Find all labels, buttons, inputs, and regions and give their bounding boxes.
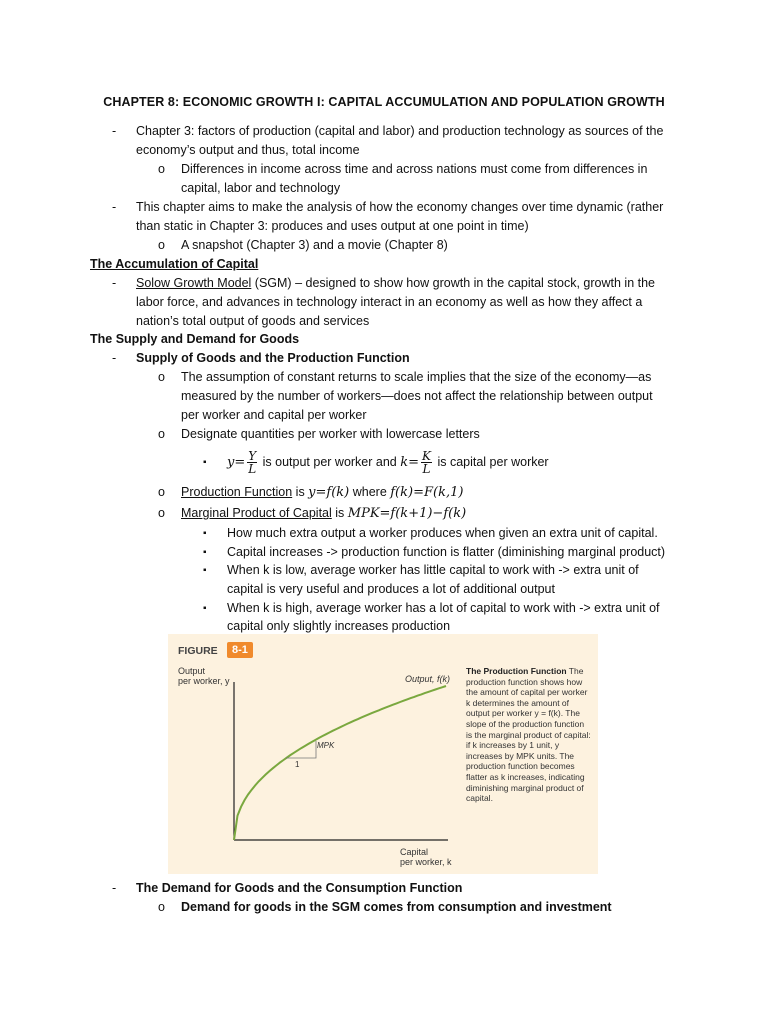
intro-b2a: A snapshot (Chapter 3) and a movie (Chapter 8)	[181, 238, 448, 252]
production-curve	[234, 686, 446, 840]
k-fraction	[421, 450, 432, 475]
figure-production-function	[168, 634, 598, 874]
mpk-is: is	[331, 506, 348, 520]
y-text: is output per worker and	[259, 455, 401, 469]
circle-bullet: o	[158, 900, 165, 914]
square-bullet: ▪	[203, 547, 207, 558]
dash-bullet: -	[112, 124, 117, 138]
k-equals: k=	[400, 455, 419, 470]
run-label: 1	[295, 760, 300, 769]
x-axis-label-line2: per worker, k	[400, 857, 452, 867]
designate-line: Designate quantities per worker with lowercase letters	[181, 427, 480, 441]
page-title: CHAPTER 8: ECONOMIC GROWTH I: CAPITAL ACCUMULATION AND POPULATION GROWTH	[103, 95, 665, 109]
mpk-point4-line2: capital only slightly increases production	[227, 619, 451, 633]
dash-bullet: -	[112, 200, 117, 214]
square-bullet: ▪	[203, 528, 207, 539]
demand-heading: The Demand for Goods and the Consumption Function	[136, 881, 463, 895]
per-worker-definition	[227, 444, 549, 481]
circle-bullet: o	[158, 370, 165, 384]
mpk-point3-line1: When k is low, average worker has little capital to work with -> extra unit of	[227, 563, 639, 577]
y-axis-label-line1: Output	[178, 666, 206, 676]
caption-title: The Production Function	[466, 666, 567, 676]
crs-line1: The assumption of constant returns to scale implies that the size of the economy—as	[181, 370, 652, 384]
figure-number-badge: 8-1	[227, 642, 253, 658]
mpk-point4-line1: When k is high, average worker has a lot of capital to work with -> extra unit of	[227, 601, 660, 615]
dash-bullet: -	[112, 351, 117, 365]
sgm-line2: labor force, and advances in technology interact in an economy as well as how they affect a	[136, 295, 643, 309]
intro-b2-line2: than static in Chapter 3: produces and uses output at one point in time)	[136, 219, 529, 233]
pf-is: is	[292, 485, 309, 499]
mpk-math: MPK=f(k+1)−f(k)	[347, 506, 467, 521]
y-denominator: L	[248, 462, 257, 477]
sgm-line1-rest: (SGM) – designed to show how growth in the capital stock, growth in the	[251, 276, 656, 290]
mpk-point2: Capital increases -> production function is flatter (diminishing marginal product)	[227, 545, 666, 559]
mpk-term: Marginal Product of Capital	[181, 506, 332, 520]
crs-line2: measured by the number of workers—does not affect the relationship between output	[181, 389, 653, 403]
x-axis-label-line1: Capital	[400, 847, 429, 857]
intro-b1a-line2: capital, labor and technology	[181, 181, 341, 195]
sgm-term: Solow Growth Model	[136, 276, 252, 290]
square-bullet: ▪	[203, 565, 207, 576]
section-heading-accumulation: The Accumulation of Capital	[90, 257, 259, 271]
sgm-line3: nation’s total output of goods and services	[136, 314, 370, 328]
supply-heading: Supply of Goods and the Production Function	[136, 351, 410, 365]
circle-bullet: o	[158, 485, 165, 499]
x-axis-label	[400, 847, 452, 867]
section-heading-supply-demand: The Supply and Demand for Goods	[90, 332, 300, 346]
circle-bullet: o	[158, 427, 165, 441]
k-numerator: K	[422, 449, 431, 464]
curve-label: Output, f(k)	[405, 674, 451, 684]
sgm-line1	[136, 274, 655, 293]
y-fraction	[247, 450, 257, 475]
production-function-term: Production Function	[181, 485, 293, 499]
pf-where: where	[349, 485, 391, 499]
k-text: is capital per worker	[433, 455, 549, 469]
demand-sub: Demand for goods in the SGM comes from consumption and investment	[181, 900, 612, 914]
figure-caption	[466, 666, 592, 804]
pf-math: y=f(k)	[308, 485, 350, 500]
pf-definition-math: f(k)=F(k,1)	[390, 485, 464, 500]
intro-b2-line1: This chapter aims to make the analysis of how the economy changes over time dynamic (rather	[136, 200, 664, 214]
figure-label: FIGURE	[178, 645, 218, 657]
y-equals: y=	[227, 455, 246, 470]
circle-bullet: o	[158, 506, 165, 520]
k-denominator: L	[422, 462, 431, 477]
dash-bullet: -	[112, 881, 117, 895]
circle-bullet: o	[158, 162, 165, 176]
square-bullet: ▪	[203, 603, 207, 614]
intro-b1a-line1: Differences in income across time and across nations must come from differences in	[181, 162, 648, 176]
production-function-line	[181, 483, 463, 502]
mpk-label: MPK	[317, 741, 335, 750]
y-numerator: Y	[248, 449, 257, 464]
caption-text: The production function shows how the amount of capital per worker k determines the amount of output per worker y = f(k). The slope of the production function is the marginal product of capital: if k increases by 1 unit, y increases by MPK units. The production function becomes flatter as k increases, indicating diminishing marginal product of capital.	[466, 666, 591, 804]
mpk-line	[181, 504, 466, 523]
square-bullet: ▪	[203, 457, 207, 468]
y-axis-label-line2: per worker, y	[178, 676, 230, 686]
intro-b1-line1: Chapter 3: factors of production (capital and labor) and production technology as sources of the	[136, 124, 664, 138]
circle-bullet: o	[158, 238, 165, 252]
intro-b1-line2: economy’s output and thus, total income	[136, 143, 360, 157]
mpk-point1: How much extra output a worker produces when given an extra unit of capital.	[227, 526, 658, 540]
crs-line3: per worker and capital per worker	[181, 408, 367, 422]
mpk-point3-line2: capital is very useful and produces a lot of additional output	[227, 582, 555, 596]
dash-bullet: -	[112, 276, 117, 290]
